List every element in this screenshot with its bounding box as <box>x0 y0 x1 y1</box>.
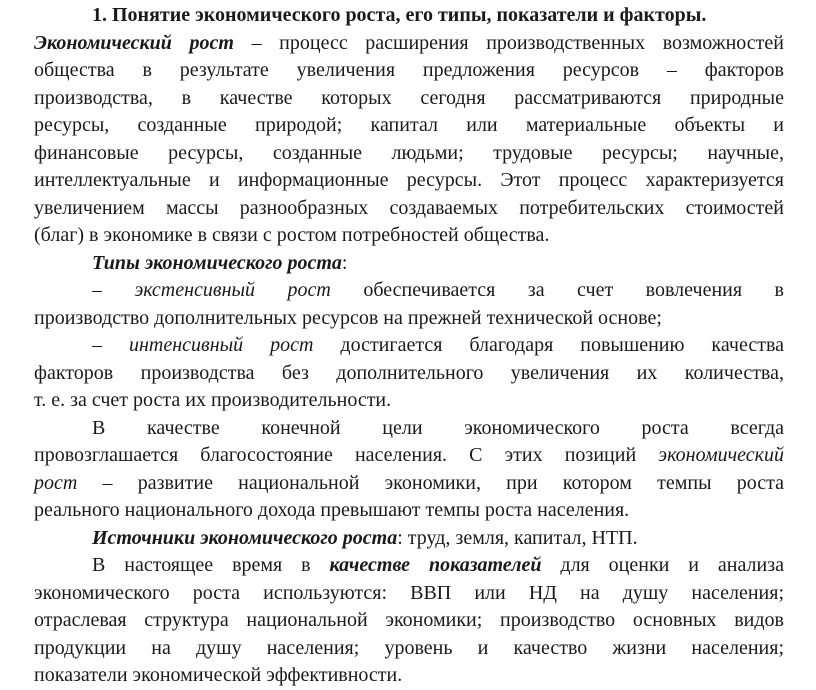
term-intensive: интенсивный рост <box>128 334 314 356</box>
list-item-intensive-cont: т. е. за счет роста их производительности. <box>34 389 392 411</box>
sources-line: Источники экономического роста: труд, земля, капитал, НТП. <box>92 526 638 549</box>
paragraph-definition-line: общества в результате увеличения предложения ресурсов – факторов <box>34 59 784 81</box>
paragraph-goal-line: реального национального дохода превышают темпы роста населения. <box>34 499 630 521</box>
paragraph-definition-line: интеллектуальные и информационные ресурсы. Этот процесс характеризуется <box>34 169 784 191</box>
types-heading: Типы экономического роста: <box>92 251 348 274</box>
paragraph-definition-line: финансовые ресурсы, созданные людьми; трудовые ресурсы; научные, <box>34 141 784 164</box>
term-extensive: экстенсивный рост <box>134 279 331 301</box>
paragraph-goal-line: провозглашается благосостояние населения. С этих позиций экономический <box>34 444 784 466</box>
paragraph-indicators-line: продукции на душу населения; уровень и качество жизни населения; <box>34 636 784 659</box>
paragraph-definition-line: Экономический рост – процесс расширения производственных возможностей <box>34 31 784 54</box>
paragraph-indicators-line: показатели экономической эффективности. <box>34 664 403 686</box>
term-economic-growth: Экономический рост <box>34 31 234 54</box>
term-indicators: качестве показателей <box>329 554 542 576</box>
paragraph-indicators-line: В настоящее время в качестве показателей для оценки и анализа <box>92 554 784 576</box>
paragraph-indicators-line: экономического роста используются: ВВП или НД на душу населения; <box>34 581 784 604</box>
list-item-extensive: – экстенсивный рост обеспечивается за счет вовлечения в <box>92 279 784 301</box>
paragraph-definition-line: увеличением массы разнообразных создаваемых потребительских стоимостей <box>34 196 784 219</box>
list-item-extensive-cont: производство дополнительных ресурсов на прежней технической основе; <box>34 306 662 329</box>
section-heading: 1. Понятие экономического роста, его типы, показатели и факторы. <box>92 4 707 26</box>
paragraph-indicators-line: отраслевая структура национальной экономики; производство основных видов <box>34 609 784 631</box>
paragraph-goal-line: В качестве конечной цели экономического роста всегда <box>92 416 784 439</box>
paragraph-definition-line: (благ) в экономике в связи с ростом потребностей общества. <box>34 224 550 246</box>
list-item-intensive-cont: факторов производства без дополнительного увеличения их количества, <box>34 361 784 384</box>
sources-heading: Источники экономического роста <box>92 526 398 549</box>
paragraph-goal-line: рост – развитие национальной экономики, при котором темпы роста <box>34 471 784 494</box>
list-item-intensive: – интенсивный рост достигается благодаря повышению качества <box>92 334 785 356</box>
paragraph-definition-line: ресурсы, созданные природой; капитал или материальные объекты и <box>34 114 784 136</box>
paragraph-definition-line: производства, в качестве которых сегодня рассматриваются природные <box>34 86 784 109</box>
